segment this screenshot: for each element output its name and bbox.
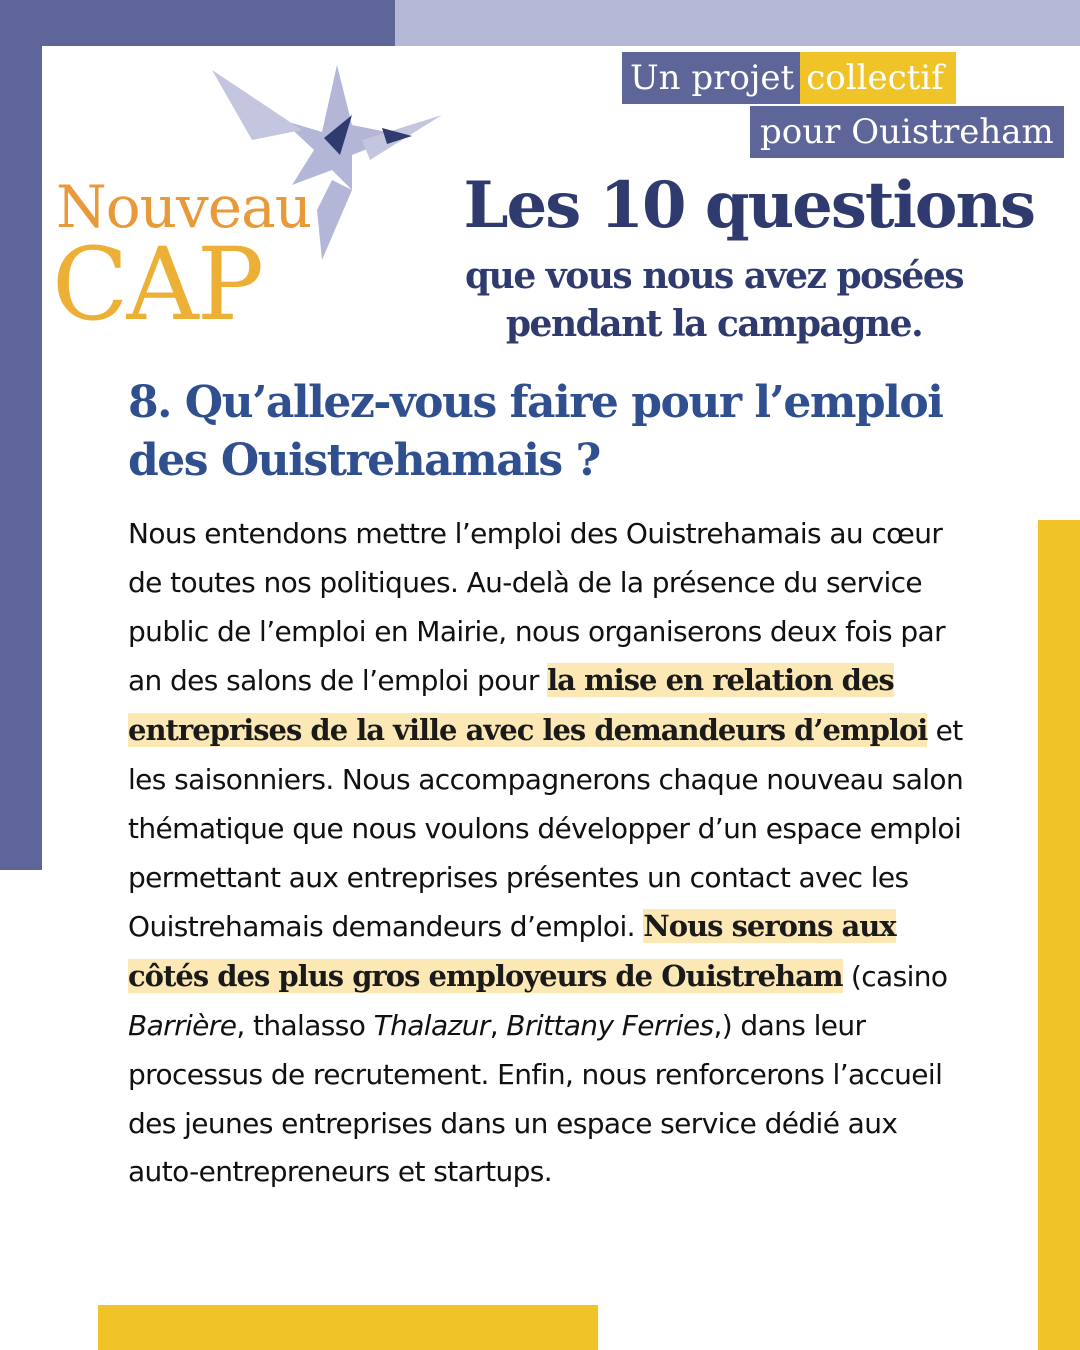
answer-segment: (casino: [842, 960, 948, 994]
top-right-color-band: [395, 0, 1080, 46]
answer-segment: ,: [489, 1008, 507, 1042]
answer-highlight: Nous serons aux côtés des plus gros employeurs de Ouistreham: [128, 909, 896, 994]
company-name: Thalazur: [373, 1008, 490, 1042]
left-color-band: [0, 0, 42, 870]
tagline-part-1: Un projet: [622, 52, 800, 104]
tagline-line-1: [622, 52, 956, 104]
answer-segment: Nous entendons mettre l’emploi des Ouistrehamais au cœur de toutes nos politiques. Au-delà de la présence du service public de l’emploi en Mairie, nous organiserons deux fois par an des salons de l’emploi pour: [128, 517, 945, 698]
answer-text: [128, 510, 968, 1197]
logo-word-cap: CAP: [52, 226, 263, 343]
answer-segment: , thalasso: [236, 1008, 374, 1042]
company-name: Brittany Ferries: [506, 1008, 714, 1042]
company-name: Barrière: [128, 1008, 237, 1042]
right-color-band: [1038, 520, 1080, 1350]
nouveau-cap-logo: [52, 60, 452, 343]
bottom-color-band: [98, 1305, 598, 1350]
answer-segment: ,) dans leur processus de recrutement. Enfin, nous renforcerons l’accueil des jeunes entreprises dans un espace service dédié aux auto-entrepreneurs et startups.: [128, 1008, 943, 1189]
tagline-part-2: collectif: [800, 52, 956, 104]
page-subtitle: que vous nous avez posées pendant la campagne.: [465, 255, 963, 345]
question-heading: 8. Qu’allez-vous faire pour l’emploi des Ouistrehamais ?: [128, 377, 943, 486]
top-left-color-band: [0, 0, 395, 46]
logo-word-nouveau: Nouveau: [56, 173, 312, 241]
answer-segment: et les saisonniers. Nous accompagnerons chaque nouveau salon thématique que nous voulons développer d’un espace emploi permettant aux entreprises présentes un contact avec les Ouistrehamais demandeurs d’emploi.: [128, 714, 964, 944]
answer-highlight: la mise en relation des entreprises de la ville avec les demandeurs d’emploi: [128, 663, 928, 748]
tagline-line-2: pour Ouistreham: [750, 106, 1064, 158]
page-title: Les 10 questions: [463, 168, 1034, 243]
